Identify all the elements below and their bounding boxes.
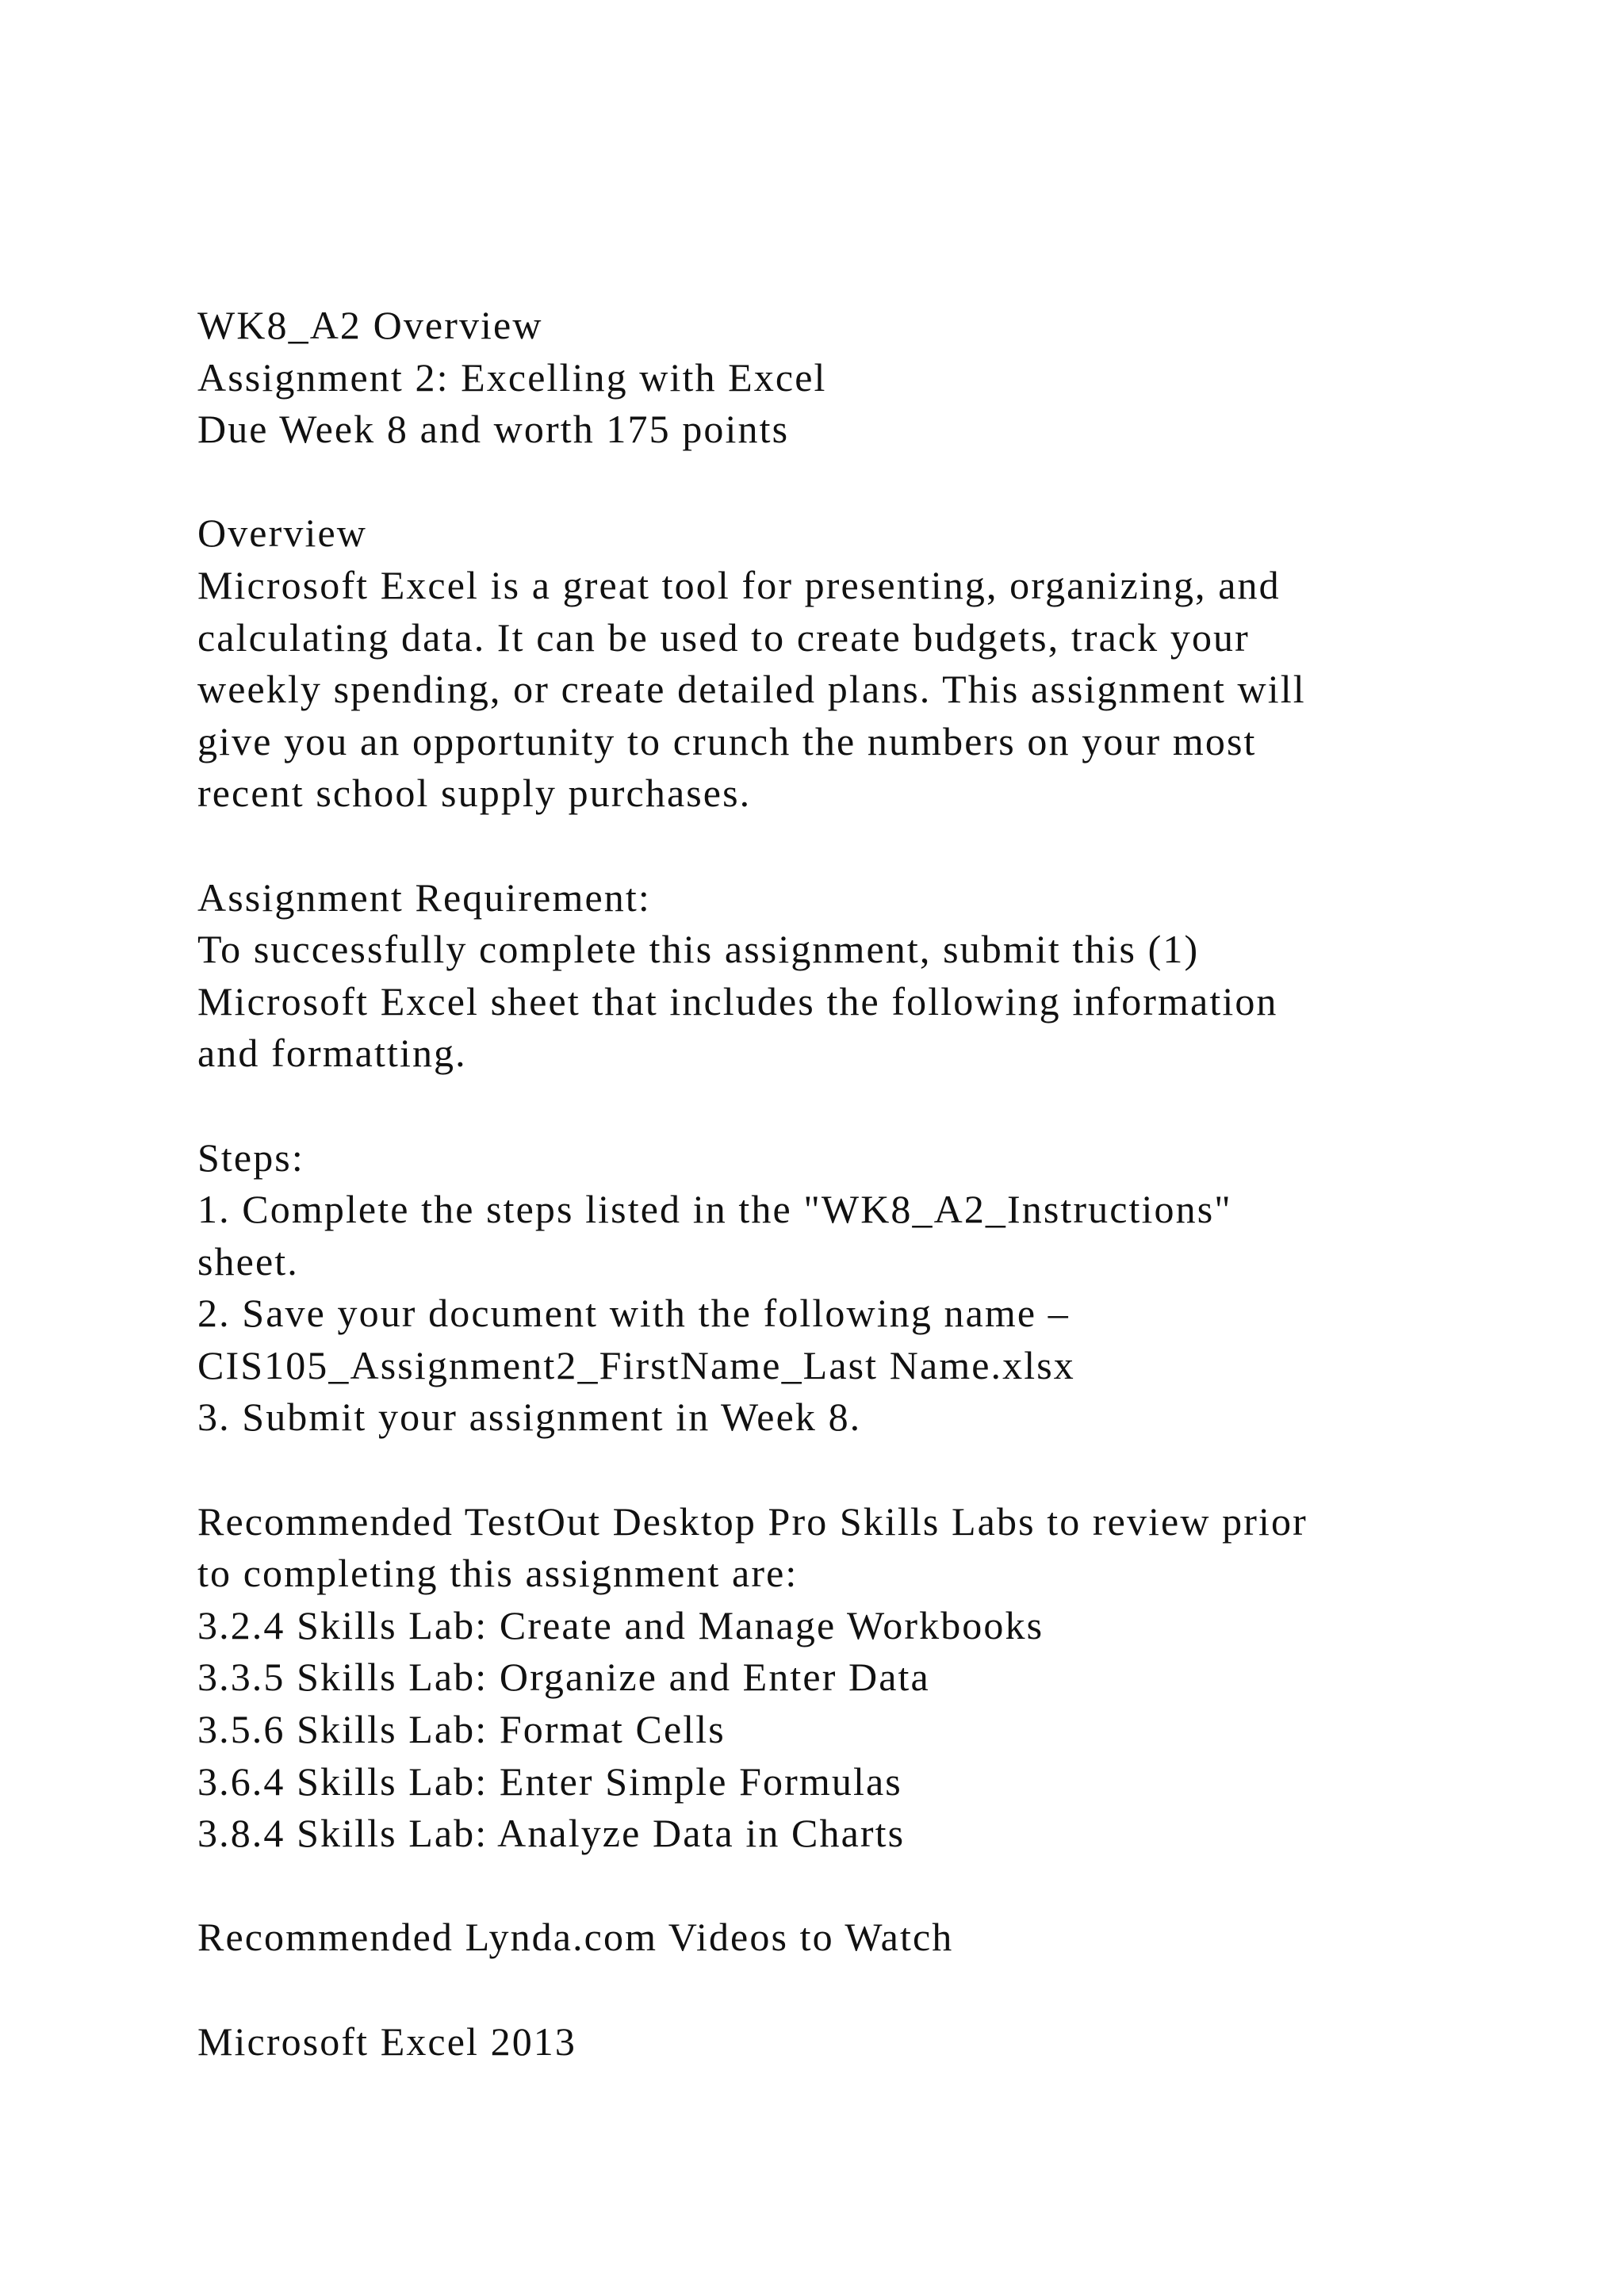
assignment-title: Assignment 2: Excelling with Excel — [197, 354, 827, 400]
requirement-heading: Assignment Requirement: — [197, 874, 651, 920]
videos-heading: Recommended Lynda.com Videos to Watch — [197, 1915, 954, 1960]
step-line: sheet. — [197, 1238, 299, 1284]
step-line: 2. Save your document with the following name – — [197, 1291, 1070, 1336]
skills-lab-item: 3.8.4 Skills Lab: Analyze Data in Charts — [197, 1811, 906, 1856]
spacer — [197, 1080, 1545, 1132]
videos-subheading: Microsoft Excel 2013 — [197, 2019, 577, 2064]
spacer — [197, 820, 1545, 872]
step-line: 1. Complete the steps listed in the "WK8_A2_Instructions" — [197, 1187, 1232, 1232]
step-line: 3. Submit your assignment in Week 8. — [197, 1395, 862, 1440]
skills-lab-item: 3.6.4 Skills Lab: Enter Simple Formulas — [197, 1758, 902, 1804]
overview-paragraph-line: weekly spending, or create detailed plans. This assignment will — [197, 667, 1306, 712]
overview-paragraph-line: calculating data. It can be used to create budgets, track your — [197, 614, 1250, 660]
skills-lab-item: 3.2.4 Skills Lab: Create and Manage Workbooks — [197, 1602, 1044, 1647]
labs-intro-line: Recommended TestOut Desktop Pro Skills Labs to review prior — [197, 1498, 1308, 1544]
assignment-code-title: WK8_A2 Overview — [197, 303, 543, 347]
steps-heading: Steps: — [197, 1135, 304, 1180]
requirement-paragraph-line: Microsoft Excel sheet that includes the following information — [197, 978, 1278, 1024]
spacer — [197, 1964, 1545, 2016]
labs-intro-line: to completing this assignment are: — [197, 1551, 799, 1596]
document-body — [197, 300, 1545, 2068]
requirement-paragraph-line: and formatting. — [197, 1031, 467, 1076]
spacer — [197, 1860, 1545, 1912]
skills-lab-item: 3.5.6 Skills Lab: Format Cells — [197, 1707, 726, 1752]
spacer — [197, 456, 1545, 508]
requirement-paragraph-line: To successfully complete this assignment, submit this (1) — [197, 927, 1200, 972]
step-line: CIS105_Assignment2_FirstName_Last Name.xlsx — [197, 1342, 1075, 1387]
overview-paragraph-line: Microsoft Excel is a great tool for presenting, organizing, and — [197, 562, 1281, 607]
skills-lab-item: 3.3.5 Skills Lab: Organize and Enter Data — [197, 1655, 930, 1700]
due-date-line: Due Week 8 and worth 175 points — [197, 407, 790, 452]
overview-paragraph-line: recent school supply purchases. — [197, 771, 752, 816]
spacer — [197, 1444, 1545, 1496]
overview-paragraph-line: give you an opportunity to crunch the numbers on your most — [197, 718, 1257, 763]
overview-heading: Overview — [197, 511, 367, 556]
